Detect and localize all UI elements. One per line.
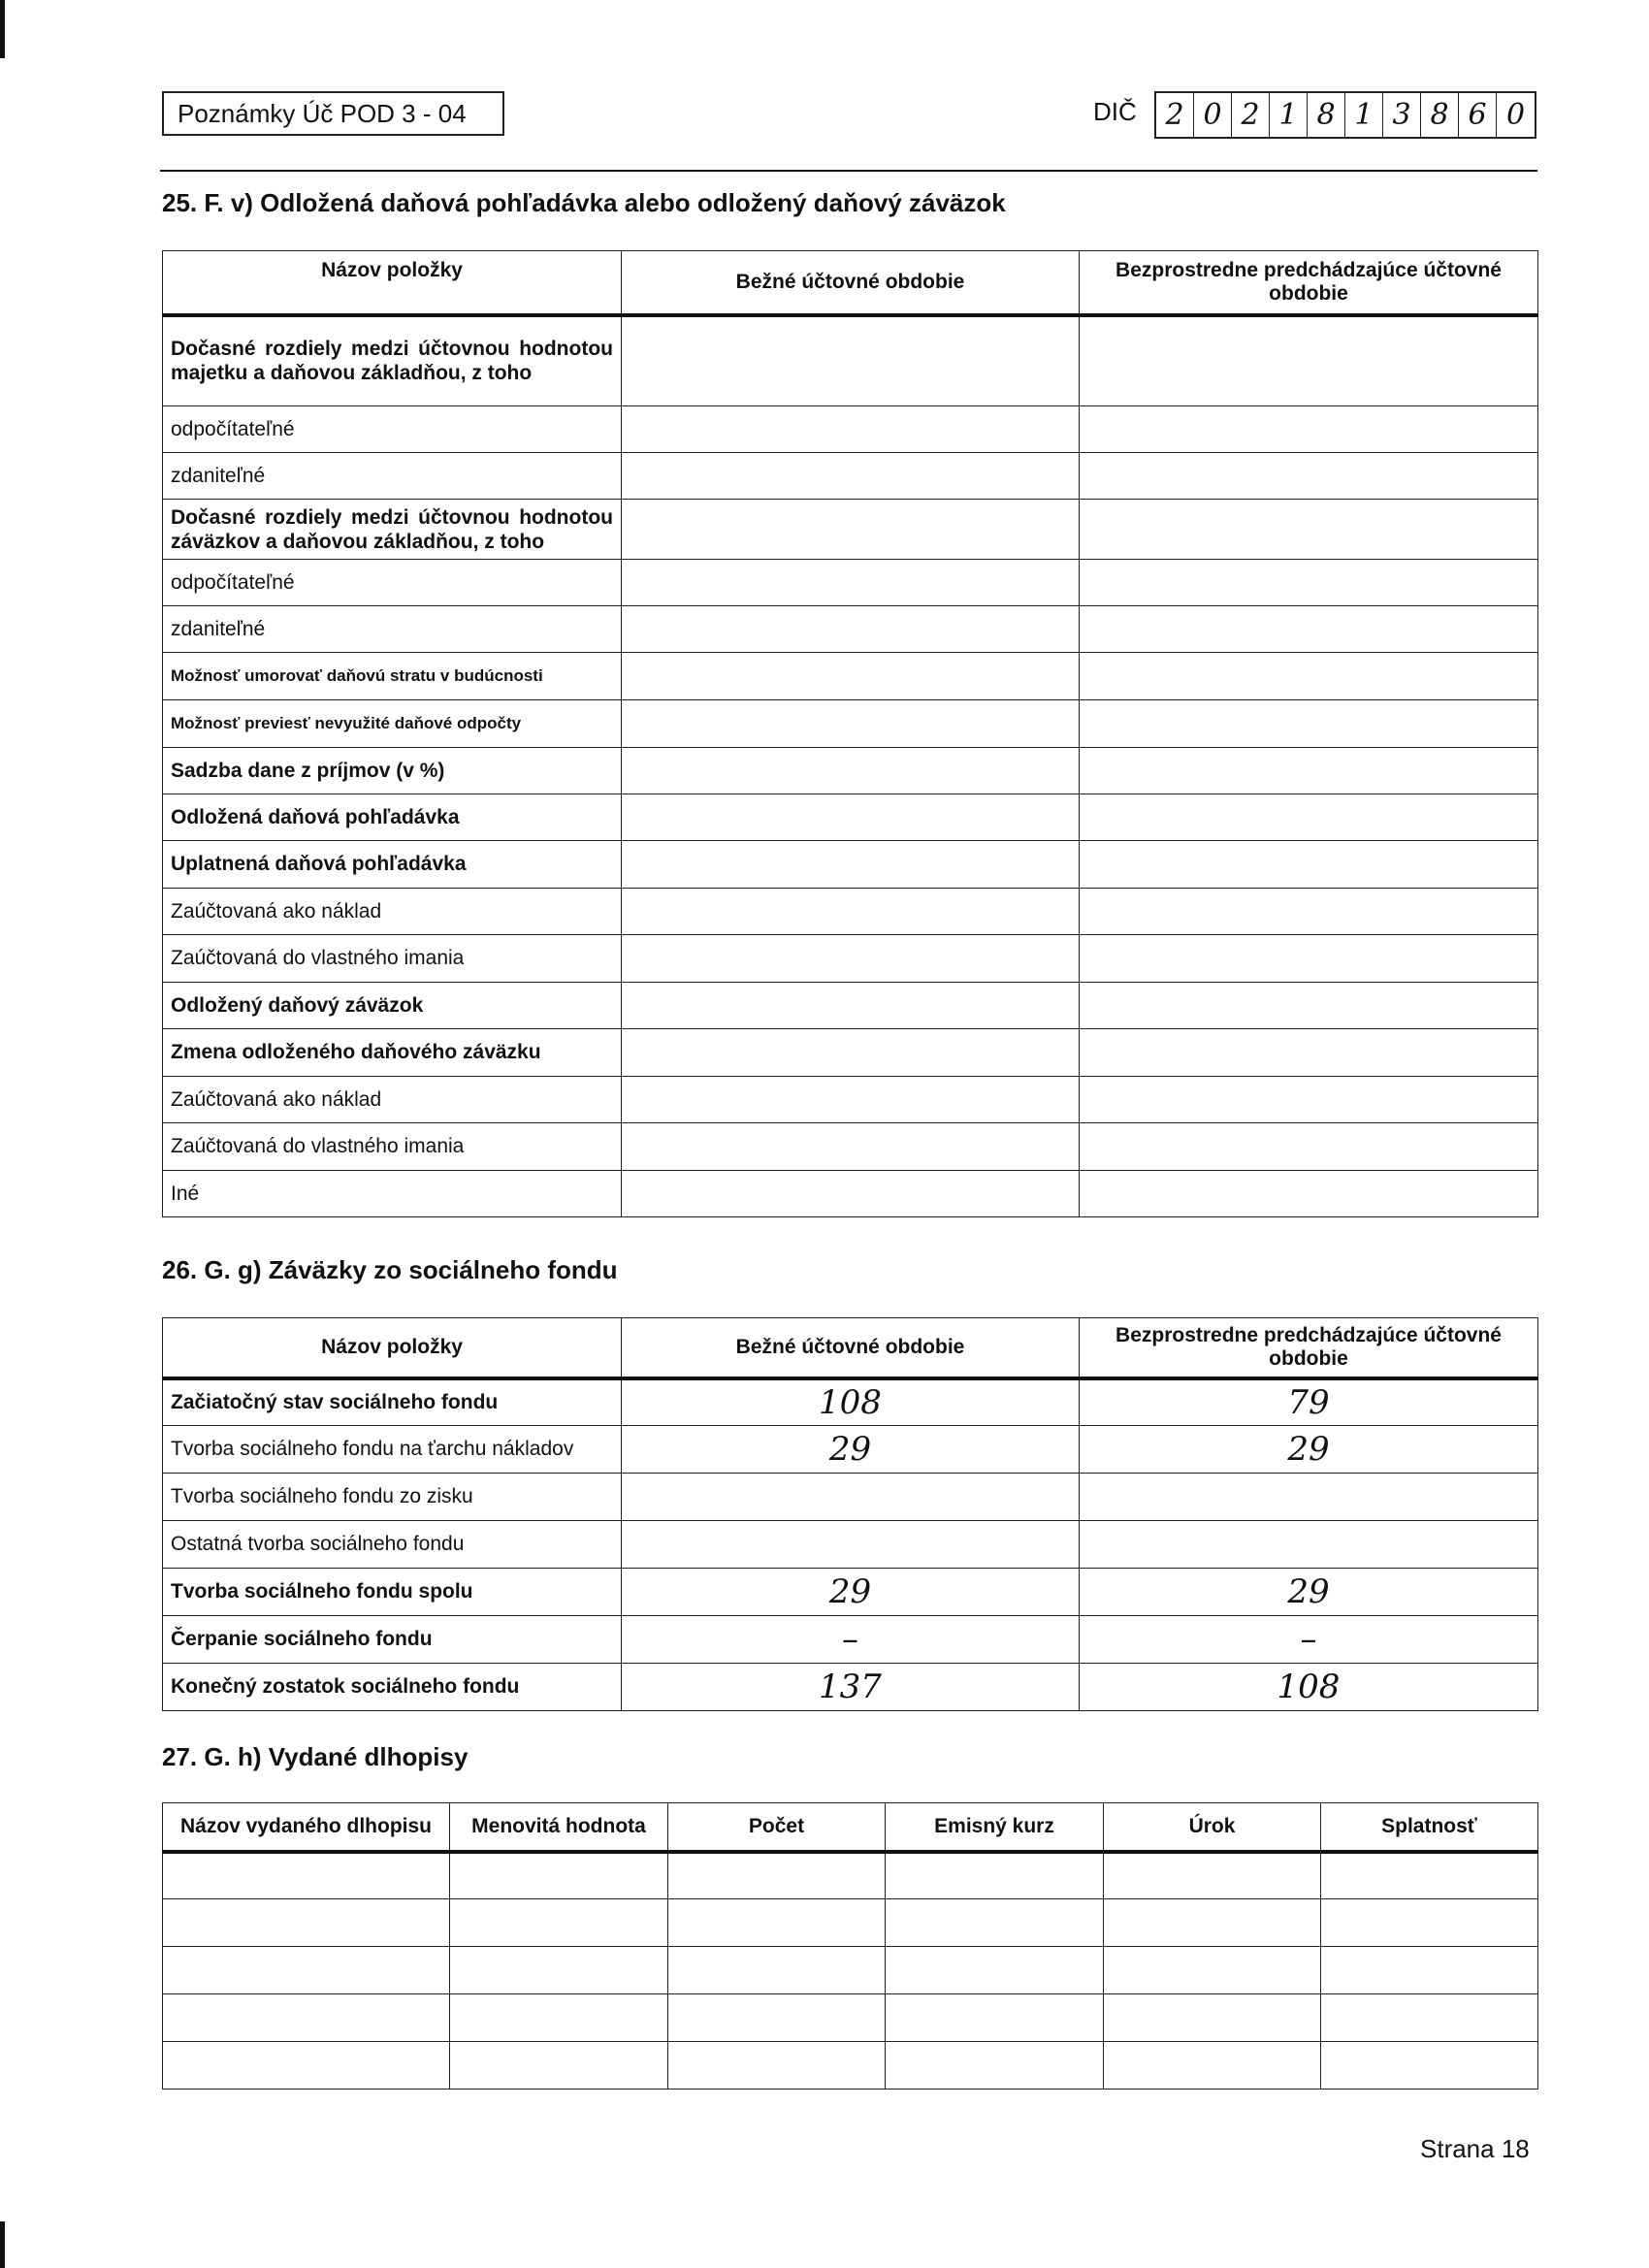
interest-cell[interactable] bbox=[1104, 1994, 1321, 2042]
maturity-cell[interactable] bbox=[1321, 1899, 1538, 1947]
dic-digit: 3 bbox=[1383, 93, 1421, 137]
current-period-cell[interactable] bbox=[622, 406, 1080, 453]
current-period-cell[interactable] bbox=[622, 500, 1080, 560]
count-cell[interactable] bbox=[668, 1852, 886, 1899]
table-row bbox=[163, 1852, 1538, 1899]
current-period-cell[interactable]: 108 bbox=[622, 1378, 1080, 1426]
bond-name-cell[interactable] bbox=[163, 1994, 450, 2042]
form-code-label: Poznámky Úč POD 3 - 04 bbox=[162, 91, 504, 136]
previous-period-cell[interactable] bbox=[1080, 794, 1538, 841]
current-period-cell[interactable] bbox=[622, 935, 1080, 983]
table-row bbox=[163, 794, 1538, 841]
current-period-cell[interactable] bbox=[622, 606, 1080, 653]
current-period-cell[interactable] bbox=[622, 794, 1080, 841]
previous-period-cell[interactable] bbox=[1080, 500, 1538, 560]
table-row bbox=[163, 983, 1538, 1029]
row-label: zdaniteľné bbox=[163, 606, 622, 653]
row-label: odpočítateľné bbox=[163, 560, 622, 606]
maturity-cell[interactable] bbox=[1321, 1947, 1538, 1994]
previous-period-cell[interactable] bbox=[1080, 606, 1538, 653]
current-period-cell[interactable] bbox=[622, 700, 1080, 748]
previous-period-cell[interactable] bbox=[1080, 1521, 1538, 1569]
table-row bbox=[163, 1378, 1538, 1426]
row-label: Sadzba dane z príjmov (v %) bbox=[163, 748, 622, 794]
table-row bbox=[163, 935, 1538, 983]
dic-digit: 0 bbox=[1505, 98, 1526, 132]
column-header-issue-rate: Emisný kurz bbox=[886, 1803, 1104, 1852]
interest-cell[interactable] bbox=[1104, 1852, 1321, 1899]
table-row bbox=[163, 1123, 1538, 1171]
previous-period-cell[interactable] bbox=[1080, 653, 1538, 700]
issued-bonds-table bbox=[162, 1802, 1538, 2090]
current-period-cell[interactable]: 29 bbox=[622, 1569, 1080, 1616]
row-label: Začiatočný stav sociálneho fondu bbox=[163, 1378, 622, 1426]
scan-edge-mark bbox=[0, 0, 5, 58]
table-row bbox=[163, 1029, 1538, 1077]
row-label: Uplatnená daňová pohľadávka bbox=[163, 841, 622, 889]
dic-label: DIČ bbox=[1093, 97, 1137, 126]
table-row bbox=[163, 1947, 1538, 1994]
row-label: odpočítateľné bbox=[163, 406, 622, 453]
table-row bbox=[163, 653, 1538, 700]
table-row bbox=[163, 1616, 1538, 1664]
table-row bbox=[163, 841, 1538, 889]
previous-period-cell[interactable] bbox=[1080, 1077, 1538, 1123]
previous-period-cell[interactable] bbox=[1080, 748, 1538, 794]
previous-period-cell[interactable] bbox=[1080, 406, 1538, 453]
nominal-value-cell[interactable] bbox=[450, 2042, 668, 2090]
table-row bbox=[163, 606, 1538, 653]
row-label: Odložená daňová pohľadávka bbox=[163, 794, 622, 841]
table-row bbox=[163, 1426, 1538, 1474]
bond-name-cell[interactable] bbox=[163, 1899, 450, 1947]
table-row bbox=[163, 1171, 1538, 1217]
row-label: Čerpanie sociálneho fondu bbox=[163, 1616, 622, 1664]
row-label: Možnosť previesť nevyužité daňové odpočty bbox=[163, 700, 622, 748]
previous-period-cell[interactable]: 79 bbox=[1080, 1378, 1538, 1426]
column-header-item-name: Názov položky bbox=[163, 1318, 622, 1378]
column-header-current-period: Bežné účtovné obdobie bbox=[622, 251, 1080, 315]
previous-period-cell[interactable] bbox=[1080, 889, 1538, 935]
previous-period-cell[interactable] bbox=[1080, 453, 1538, 500]
table-row bbox=[163, 1899, 1538, 1947]
previous-period-cell[interactable] bbox=[1080, 700, 1538, 748]
previous-period-cell[interactable] bbox=[1080, 315, 1538, 406]
bond-name-cell[interactable] bbox=[163, 1947, 450, 1994]
previous-period-cell[interactable] bbox=[1080, 935, 1538, 983]
dic-digit: 1 bbox=[1345, 93, 1383, 137]
bond-name-cell[interactable] bbox=[163, 2042, 450, 2090]
maturity-cell[interactable] bbox=[1321, 1852, 1538, 1899]
previous-period-cell[interactable] bbox=[1080, 841, 1538, 889]
current-period-cell[interactable]: 29 bbox=[622, 1426, 1080, 1474]
column-header-previous-period: Bezprostredne predchádzajúce účtovné obdobie bbox=[1080, 1318, 1538, 1378]
table-row bbox=[163, 1994, 1538, 2042]
section-26-title: 26. G. g) Záväzky zo sociálneho fondu bbox=[162, 1255, 618, 1284]
issue-rate-cell[interactable] bbox=[886, 1852, 1104, 1899]
row-label: Dočasné rozdiely medzi účtovnou hodnotou záväzkov a daňovou základňou, z toho bbox=[163, 500, 622, 560]
row-label: Dočasné rozdiely medzi účtovnou hodnotou majetku a daňovou základňou, z toho bbox=[163, 315, 622, 406]
table-row bbox=[163, 889, 1538, 935]
table-row bbox=[163, 406, 1538, 453]
table-row bbox=[163, 315, 1538, 406]
previous-period-cell[interactable]: 108 bbox=[1080, 1664, 1538, 1711]
row-label: Tvorba sociálneho fondu zo zisku bbox=[163, 1474, 622, 1521]
current-period-cell[interactable] bbox=[622, 1474, 1080, 1521]
dic-digit: 0 bbox=[1194, 93, 1232, 137]
section-27-title: 27. G. h) Vydané dlhopisy bbox=[162, 1742, 469, 1771]
row-label: Zaúčtovaná ako náklad bbox=[163, 889, 622, 935]
interest-cell[interactable] bbox=[1104, 1899, 1321, 1947]
table-row bbox=[163, 1664, 1538, 1711]
table-row bbox=[163, 500, 1538, 560]
dic-digit: 8 bbox=[1421, 93, 1459, 137]
nominal-value-cell[interactable] bbox=[450, 1947, 668, 1994]
current-period-cell[interactable]: 137 bbox=[622, 1664, 1080, 1711]
current-period-cell[interactable] bbox=[622, 748, 1080, 794]
current-period-cell[interactable] bbox=[622, 1077, 1080, 1123]
issue-rate-cell[interactable] bbox=[886, 2042, 1104, 2090]
table-row bbox=[163, 748, 1538, 794]
previous-period-cell[interactable] bbox=[1080, 1171, 1538, 1217]
social-fund-table bbox=[162, 1317, 1538, 1711]
previous-period-cell[interactable]: 29 bbox=[1080, 1569, 1538, 1616]
table-row bbox=[163, 1474, 1538, 1521]
count-cell[interactable] bbox=[668, 2042, 886, 2090]
row-label: Zaúčtovaná do vlastného imania bbox=[163, 1123, 622, 1171]
row-label: Ostatná tvorba sociálneho fondu bbox=[163, 1521, 622, 1569]
dic-digit: 6 bbox=[1459, 93, 1497, 137]
issue-rate-cell[interactable] bbox=[886, 1994, 1104, 2042]
count-cell[interactable] bbox=[668, 1947, 886, 1994]
table-row bbox=[163, 560, 1538, 606]
table-row bbox=[163, 453, 1538, 500]
table-row bbox=[163, 1521, 1538, 1569]
row-label: Tvorba sociálneho fondu spolu bbox=[163, 1569, 622, 1616]
current-period-cell[interactable] bbox=[622, 560, 1080, 606]
deferred-tax-table bbox=[162, 250, 1538, 1217]
dic-digit: 8 bbox=[1308, 93, 1345, 137]
count-cell[interactable] bbox=[668, 1899, 886, 1947]
maturity-cell[interactable] bbox=[1321, 1994, 1538, 2042]
current-period-cell[interactable] bbox=[622, 1521, 1080, 1569]
current-period-cell[interactable] bbox=[622, 1171, 1080, 1217]
column-header-item-name: Názov položky bbox=[163, 251, 622, 315]
column-header-bond-name: Názov vydaného dlhopisu bbox=[163, 1803, 450, 1852]
nominal-value-cell[interactable] bbox=[450, 1994, 668, 2042]
current-period-cell[interactable]: – bbox=[622, 1616, 1080, 1664]
current-period-cell[interactable] bbox=[622, 315, 1080, 406]
current-period-cell[interactable] bbox=[622, 453, 1080, 500]
current-period-cell[interactable] bbox=[622, 1123, 1080, 1171]
row-label: Zmena odloženého daňového záväzku bbox=[163, 1029, 622, 1077]
row-label: Zaúčtovaná ako náklad bbox=[163, 1077, 622, 1123]
dic-number-field bbox=[1154, 91, 1536, 139]
column-header-maturity: Splatnosť bbox=[1321, 1803, 1538, 1852]
previous-period-cell[interactable]: 29 bbox=[1080, 1426, 1538, 1474]
previous-period-cell[interactable] bbox=[1080, 983, 1538, 1029]
current-period-cell[interactable] bbox=[622, 1029, 1080, 1077]
table-row bbox=[163, 1569, 1538, 1616]
page-number: Strana 18 bbox=[1420, 2134, 1530, 2163]
current-period-cell[interactable] bbox=[622, 983, 1080, 1029]
previous-period-cell[interactable]: – bbox=[1080, 1616, 1538, 1664]
row-label: zdaniteľné bbox=[163, 453, 622, 500]
row-label: Odložený daňový záväzok bbox=[163, 983, 622, 1029]
current-period-cell[interactable] bbox=[622, 889, 1080, 935]
row-label: Možnosť umorovať daňovú stratu v budúcnosti bbox=[163, 653, 622, 700]
nominal-value-cell[interactable] bbox=[450, 1899, 668, 1947]
nominal-value-cell[interactable] bbox=[450, 1852, 668, 1899]
bond-name-cell[interactable] bbox=[163, 1852, 450, 1899]
table-row bbox=[163, 2042, 1538, 2090]
interest-cell[interactable] bbox=[1104, 2042, 1321, 2090]
row-label: Tvorba sociálneho fondu na ťarchu nákladov bbox=[163, 1426, 622, 1474]
column-header-nominal-value: Menovitá hodnota bbox=[450, 1803, 668, 1852]
previous-period-cell[interactable] bbox=[1080, 1123, 1538, 1171]
previous-period-cell[interactable] bbox=[1080, 1474, 1538, 1521]
interest-cell[interactable] bbox=[1104, 1947, 1321, 1994]
section-25-title: 25. F. v) Odložená daňová pohľadávka alebo odložený daňový záväzok bbox=[162, 188, 1006, 217]
column-header-count: Počet bbox=[668, 1803, 886, 1852]
dic-digit: 2 bbox=[1156, 93, 1194, 137]
row-label: Zaúčtovaná do vlastného imania bbox=[163, 935, 622, 983]
previous-period-cell[interactable] bbox=[1080, 1029, 1538, 1077]
issue-rate-cell[interactable] bbox=[886, 1899, 1104, 1947]
current-period-cell[interactable] bbox=[622, 841, 1080, 889]
count-cell[interactable] bbox=[668, 1994, 886, 2042]
dic-digit: 1 bbox=[1270, 93, 1308, 137]
issue-rate-cell[interactable] bbox=[886, 1947, 1104, 1994]
header-divider bbox=[160, 170, 1537, 172]
column-header-current-period: Bežné účtovné obdobie bbox=[622, 1318, 1080, 1378]
scan-edge-mark bbox=[0, 2221, 5, 2268]
table-row bbox=[163, 700, 1538, 748]
table-row bbox=[163, 1077, 1538, 1123]
row-label: Konečný zostatok sociálneho fondu bbox=[163, 1664, 622, 1711]
row-label: Iné bbox=[163, 1171, 622, 1217]
dic-digit: 2 bbox=[1232, 93, 1270, 137]
column-header-interest: Úrok bbox=[1104, 1803, 1321, 1852]
current-period-cell[interactable] bbox=[622, 653, 1080, 700]
maturity-cell[interactable] bbox=[1321, 2042, 1538, 2090]
previous-period-cell[interactable] bbox=[1080, 560, 1538, 606]
column-header-previous-period: Bezprostredne predchádzajúce účtovné obdobie bbox=[1080, 251, 1538, 315]
